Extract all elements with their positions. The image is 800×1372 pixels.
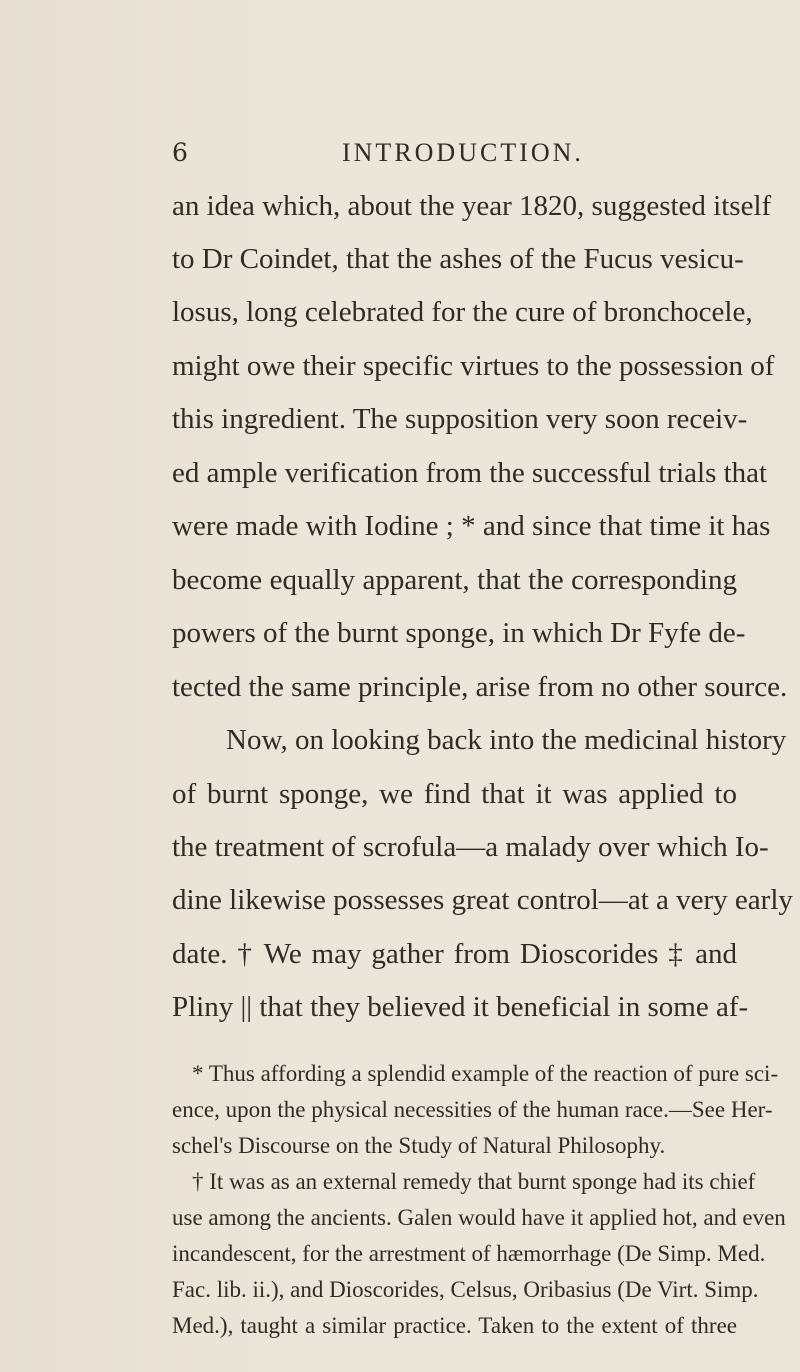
footnote-line: use among the ancients. Galen would have it applied hot, and even bbox=[172, 1205, 786, 1230]
body-line: become equally apparent, that the corresponding bbox=[172, 564, 737, 596]
running-title: INTRODUCTION. bbox=[342, 138, 584, 167]
footnote-line: ence, upon the physical necessities of the human race.—See Her- bbox=[172, 1097, 773, 1122]
body-line: the treatment of scrofula—a malady over which Io- bbox=[172, 831, 769, 863]
footnote-line: Med.), taught a similar practice. Taken to the extent of three bbox=[172, 1313, 737, 1338]
body-line: Pliny || that they believed it beneficial in some af- bbox=[172, 991, 749, 1023]
footnote-line: † It was as an external remedy that burnt sponge had its chief bbox=[192, 1169, 756, 1194]
body-line: this ingredient. The supposition very soon receiv- bbox=[172, 403, 748, 435]
body-line: were made with Iodine ; * and since that time it has bbox=[172, 510, 771, 542]
page-number: 6 bbox=[172, 138, 191, 167]
footnote-line: * Thus affording a splendid example of the reaction of pure sci- bbox=[192, 1061, 779, 1086]
body-line: losus, long celebrated for the cure of bronchocele, bbox=[172, 296, 753, 328]
body-line: tected the same principle, arise from no other source. bbox=[172, 671, 788, 703]
body-line: date. † We may gather from Dioscorides ‡ and bbox=[172, 938, 737, 970]
footnote-line: schel's Discourse on the Study of Natural Philosophy. bbox=[172, 1133, 666, 1158]
footnote-line: Fac. lib. ii.), and Dioscorides, Celsus, Oribasius (De Virt. Simp. bbox=[172, 1277, 759, 1302]
footnote-line: incandescent, for the arrestment of hæmorrhage (De Simp. Med. bbox=[172, 1241, 766, 1266]
body-line: dine likewise possesses great control—at a very early bbox=[172, 884, 793, 916]
body-line: to Dr Coindet, that the ashes of the Fucus vesicu- bbox=[172, 243, 744, 275]
body-line: might owe their specific virtues to the possession of bbox=[172, 350, 775, 382]
body-line: powers of the burnt sponge, in which Dr Fyfe de- bbox=[172, 617, 746, 649]
body-line: ed ample verification from the successful trials that bbox=[172, 457, 768, 489]
body-line: an idea which, about the year 1820, suggested itself bbox=[172, 190, 772, 222]
body-line: of burnt sponge, we find that it was applied to bbox=[172, 778, 737, 810]
body-line: Now, on looking back into the medicinal history bbox=[226, 724, 787, 756]
